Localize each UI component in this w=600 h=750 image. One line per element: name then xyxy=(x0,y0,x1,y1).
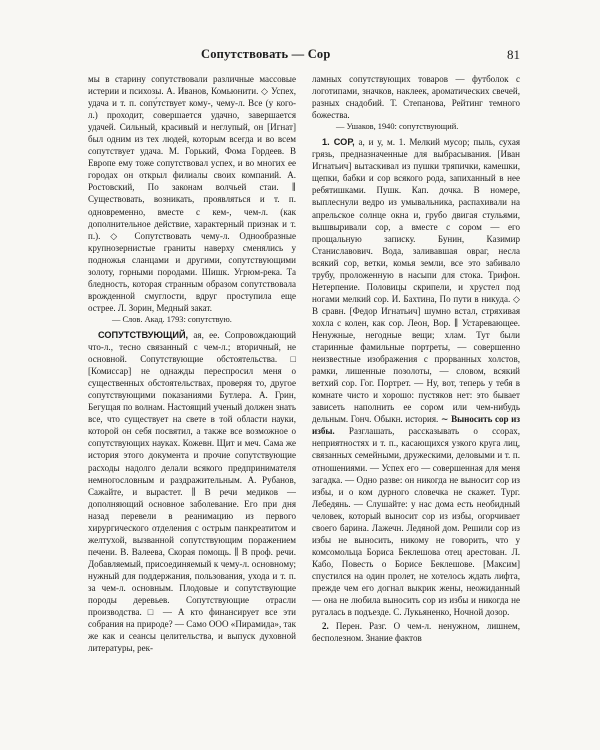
entry-text: ая, ее. Сопровождающий что-л., тесно связанный с чем-л.; вторичный, не основной. Сопутствующие обстоятельства. □ [Комиссар] не однажды переспросил меня о существенных обстоятельствах, проверяя то, другое сопутствующими показаниями Бутлера. А. Грин, Бегущая по волнам. Настоящий ученый должен знать все, что существует на свете в той области науки, которой он себя посвятил, а также все возможное о сопутствующих науках. Кожевн. Щит и меч. Сама же история этого документа и прочие сопутствующие расходы надолго делали всякого предпринимателя немногословным и раздражительным. А. Рубанов, Сажайте, и вырастет. ∥ В речи медиков — дополняющий основное заболевание. Его при дня назад перевели в реанимацию из первого хирургического отделения с острым панкреатитом и желтухой, вызванной сопутствующим поражением печени. В. Валеева, Скорая помощь. ∥ В проф. речи. Добавляемый, присоединяемый к чему-л. основному; нужный для поддержания, пользования, ухода и т. п. за чем-л. основным. Плодовые и сопутствующие породы деревьев. Сопутствующие отрасли производства. □ — А кто финансирует все эти собрания на природе? — Само ООО «Пирамида», так же как и сеансы целительства, и выпуск духовной литературы, рек- xyxy=(88,329,296,654)
right-column xyxy=(312,73,520,737)
entry-text: а, и у, м. 1. Мелкий мусор; пыль, сухая грязь, предназначенные для выбрасывания. [Иван Игнатьич] вытаскивал из пушки тряпички, камешки, щепки, бабки и сор всякого рода, запиханный в нее ребятишками. Пушк. Кап. дочка. В номере, выплеснули ведро из умывальника, распахивали на апрельское солнце окна и, грубо двигая стульями, вышвыривали сор, а вместе с сором — его прощальную записку. Бунин, Казимир Станиславович. Вода, заливавшая овраг, несла всякий сор, ветки, комья земли, все это забивало трубу, проложенную в насыпи для стока. Трифон. Нетерпение. Половицы скрипели, и хрустел под ногами мелкий сор. И. Бахтина, По пути в никуда. ◇ В сравн. [Федор Игнатьич] шумно встал, стряхивая хохла с колен, как сор. Леон, Вор. ∥ Устаревающее. Ненужные, негодные вещи; хлам. Тут были старинные фамильные портреты, — совершенно неизвестные изображения с прорванных холстов, рамки, лишенные позолоты, — словом, всякий ветхий сор. Гог. Портрет. — Ну, вот, теперь у тебя в комнате чисто и хорошо: пустяков нет: это бывает зависеть наполнить ее сором или чем-нибудь дельным. Гонч. Обыкн. история. xyxy=(312,137,520,425)
source-note: — Ушаков, 1940: сопутствующий. xyxy=(336,122,459,132)
entry-sor xyxy=(312,136,520,618)
idiom-text: Разглашать, рассказывать о ссорах, неприятностях и т. п., касающихся узкого круга лиц, связанных семейными, дружескими, деловыми и т. п. отношениями. — Успех его — совершенная для меня загадка. — Одно разве: он никогда не выносит сор из избы, и о ком дурного словечка не скажет. Тург. Лебедянь. — Слушайте: у нас дома есть необидный человек, который выносит сор из избы, огорчивает своего барина. Лажечн. Ледяной дом. Решили сор из избы не выносить, никому не говорить, что у комсомольца Бориса Беклешова отец арестован. Л. Кабо, Повесть о Борисе Беклешове. [Максим] спустился на один пролет, не хотелось ждать лифта, прежде чем его догнал выкрик жены, неожиданный — она не любила выносить сор из избы и никогда не ругалась в подъезде. С. Лукьяненко, Ночной дозор. xyxy=(312,426,520,618)
entry-sense-2 xyxy=(312,620,520,644)
paragraph-entry-continuation: мы в старину сопутствовали различные массовые истерии и психозы. А. Иванов, Комьюнити. ◇ Успех, удача и т. п. сопу́тствует кому-, чему-л. Все (у кого-л.) проходит, совершается удачно, завершается удачей. Сильный, красивый и неглупый, он [Игнат] был одним из тех людей, которым всегда и во всем сопутствует удача. М. Горький, Фома Гордеев. В Европе ему тоже сопутствовал успех, и во многих ее городах он открыл филиалы своих компаний. А. Ростовский, По законам волчьей стаи. ∥ Существовать, возникать, проявляться и т. п. одновременно, вместе с кем-, чем-л. (как дополнительное действие, характерный признак и т. п.). ◇ Сопутствовать чему-л. Однообразные крупнозернистые граниты наверху сменялись у подножья сланцами и другими, сопутствующими золоту, горными породами. Шишк. Угрюм-река. Та бледность, которая странным образом сопутствовала врожденной смуглости, вдруг проступила еще острее. Л. Зорин, Медный закат. xyxy=(88,74,296,313)
entry-headword: 1. СОР, xyxy=(322,137,355,148)
header-title: Сопутствовать — Сор xyxy=(201,47,331,61)
running-header xyxy=(86,47,526,65)
idiom-headword: ∼ Выносить сор из избы. xyxy=(312,414,520,437)
left-column xyxy=(88,73,296,737)
source-note: — Слов. Акад. 1793: сопутствую. xyxy=(112,314,232,324)
entry-headword: СОПУТСТВУЮЩИЙ, xyxy=(98,329,189,340)
page-number: 81 xyxy=(507,47,520,62)
paragraph-entry-continuation: ламных сопутствующих товаров — футболок с логотипами, значков, наклеек, ароматических свечей, разных снадобий. Т. Степанова, Рейтинг темного божества. xyxy=(312,74,520,121)
sense-number: 2. xyxy=(322,621,329,632)
entry-sopetstvuyushchiy xyxy=(88,329,296,654)
sense-text: Перен. Разг. О чем-л. ненужном, лишнем, бесполезном. Знание фактов xyxy=(312,621,520,644)
